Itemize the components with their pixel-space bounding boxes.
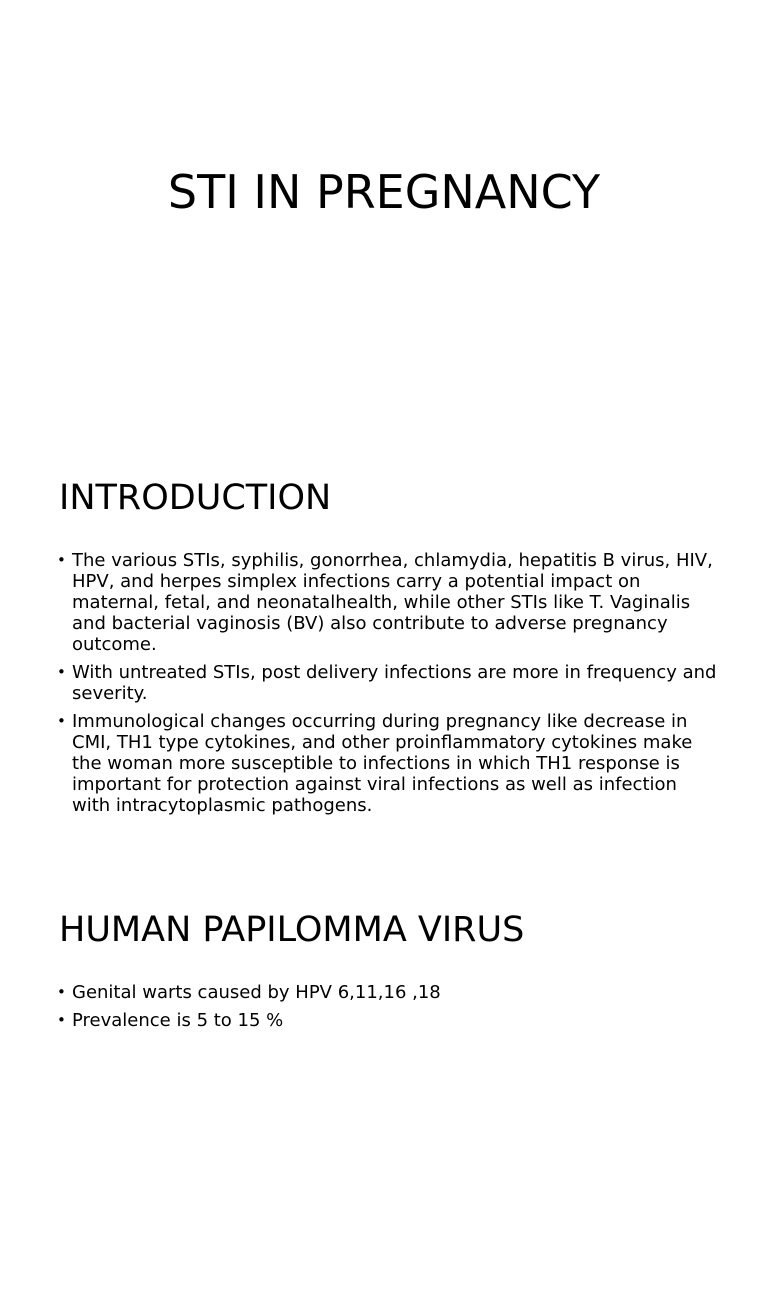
- bullet-text: Genital warts caused by HPV 6,11,16 ,18: [72, 982, 441, 1003]
- title-slide: [0, 0, 768, 432]
- introduction-heading: INTRODUCTION: [59, 478, 332, 518]
- bullet-text: The various STIs, syphilis, gonorrhea, chlamydia, hepatitis B virus, HIV, HPV, and herpes simplex infections carry a potential impact on maternal, fetal, and neonatalhealth, while other STIs like T. Vaginalis and bacterial vaginosis (BV) also contribute to adverse pregnancy outcome.: [72, 550, 713, 655]
- bullet-item: [57, 1010, 717, 1031]
- bullet-text: Immunological changes occurring during pregnancy like decrease in CMI, TH1 type cytokines, and other proinflammatory cytokines make the woman more susceptible to infections in which TH1 response is important for protection against viral infections as well as infection with intracytoplasmic pathogens.: [72, 711, 693, 816]
- hpv-bullet-list: [57, 982, 717, 1038]
- bullet-text: With untreated STIs, post delivery infections are more in frequency and severity.: [72, 662, 717, 704]
- bullet-item: [57, 662, 717, 704]
- presentation-title: STI IN PREGNANCY: [167, 165, 601, 219]
- bullet-icon: •: [57, 1011, 66, 1029]
- hpv-heading: HUMAN PAPILOMMA VIRUS: [59, 910, 525, 950]
- bullet-icon: •: [57, 551, 66, 569]
- bullet-icon: •: [57, 663, 66, 681]
- hpv-slide: [0, 864, 768, 1296]
- bullet-icon: •: [57, 712, 66, 730]
- introduction-bullet-list: [57, 550, 717, 823]
- bullet-item: [57, 550, 717, 655]
- bullet-item: [57, 982, 717, 1003]
- introduction-slide: [0, 432, 768, 864]
- bullet-icon: •: [57, 983, 66, 1001]
- bullet-item: [57, 711, 717, 816]
- bullet-text: Prevalence is 5 to 15 %: [72, 1010, 284, 1031]
